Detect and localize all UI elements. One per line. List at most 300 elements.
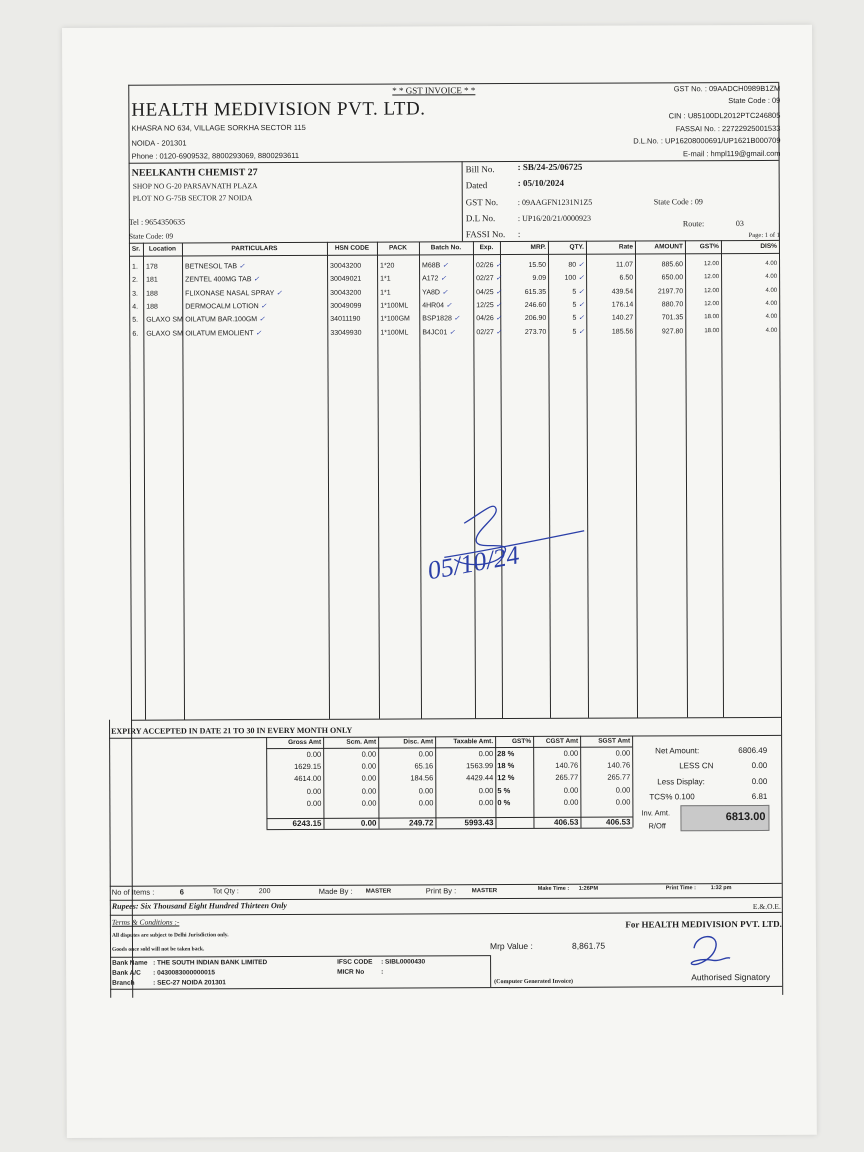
authorised-signatory: Authorised Signatory: [691, 971, 771, 983]
table-cell: [589, 301, 633, 308]
check-mark-icon: ✓: [495, 288, 502, 296]
summary-cell: 12 %: [497, 773, 515, 783]
inv-amt-label: Inv. Amt.: [641, 808, 671, 818]
bank-ac-label: Bank A/C: [112, 969, 141, 977]
buyer-gst-label: GST No.: [465, 197, 499, 208]
company-dl: D.L.No. : UP16208000691/UP1621B000709: [633, 135, 781, 146]
table-cell-value: 30049021: [330, 275, 362, 284]
table-header-bottom: [129, 253, 779, 257]
check-mark-icon: ✓: [578, 275, 585, 283]
table-cell: [688, 328, 719, 334]
table-cell: [688, 301, 719, 307]
summary-cell: 140.76: [555, 760, 579, 771]
table-cell-value: 188: [146, 303, 158, 311]
table-cell-value: ZENTEL 400MG TAB: [185, 276, 252, 284]
bill-no-label: Bill No.: [465, 164, 495, 175]
table-cell: [589, 328, 633, 335]
table-cell: [638, 261, 683, 268]
made-by: MASTER: [365, 888, 392, 895]
make-time-label: Make Time :: [537, 885, 570, 892]
table-cell-value: 4HR04: [422, 302, 445, 310]
summary-cell: 0.00: [361, 774, 377, 784]
summary-cell: 0.00: [361, 798, 377, 808]
table-cell-value: 30049099: [330, 302, 362, 310]
tot-qty-label: Tot Qty :: [212, 888, 239, 896]
column-header: Rate: [618, 243, 633, 251]
table-cell-value: 12.00: [704, 287, 720, 294]
check-mark-icon: ✓: [253, 276, 260, 284]
check-mark-icon: ✓: [441, 288, 448, 296]
table-cell: [688, 314, 719, 320]
table-cell-value: 885.60: [661, 261, 684, 269]
table-cell-value: YA8D: [422, 288, 440, 297]
summary-cell: 265.77: [555, 773, 579, 783]
table-cell-value: 4.: [132, 303, 139, 311]
summary-header: Disc. Amt: [403, 738, 434, 746]
table-cell-value: 9.09: [532, 275, 547, 283]
summary-header: CGST Amt: [545, 737, 579, 745]
table-cell-value: GLAXO SM: [146, 316, 183, 324]
check-mark-icon: ✓: [276, 289, 283, 297]
table-cell: [185, 276, 325, 284]
table-cell: [551, 328, 584, 335]
table-cell: [146, 277, 180, 284]
table-cell-value: 5: [572, 314, 577, 322]
expiry-divider: [109, 735, 781, 739]
table-column-line: [635, 240, 638, 717]
check-mark-icon: ✓: [440, 275, 447, 283]
summary-cell: 184.56: [410, 773, 434, 783]
table-cell-value: 1*20: [380, 262, 395, 270]
check-mark-icon: ✓: [578, 314, 585, 322]
table-cell: [330, 316, 375, 323]
summary-cell: 0 %: [497, 797, 511, 807]
mrp-value-label: Mrp Value :: [489, 940, 533, 952]
handwritten-signature-date: [424, 501, 594, 592]
check-mark-icon: ✓: [578, 301, 585, 309]
table-cell-value: 439.54: [611, 288, 634, 296]
table-cell: [724, 274, 777, 280]
summary-cell: 0.00: [615, 748, 631, 758]
company-gst: GST No. : 09AADCH0989B1ZM: [673, 83, 781, 94]
table-cell: [724, 301, 777, 307]
column-header: QTY.: [569, 243, 584, 251]
table-cell: [185, 316, 325, 324]
table-cell: [422, 329, 471, 336]
print-by: MASTER: [471, 888, 498, 895]
summary-cell: 0.00: [418, 785, 434, 796]
net-amount: 6806.49: [738, 745, 768, 756]
table-cell: [146, 263, 180, 270]
route-value: 03: [735, 219, 744, 229]
table-cell: [476, 301, 502, 310]
table-cell-value: 188: [146, 290, 158, 298]
table-cell-value: 30043200: [330, 289, 362, 297]
less-display: 0.00: [751, 776, 768, 786]
summary-header: Taxable Amt.: [453, 738, 494, 746]
company-address-2: NOIDA - 201301: [131, 138, 187, 148]
check-mark-icon: ✓: [578, 261, 585, 269]
column-header: GST%: [699, 243, 719, 251]
eoe: E.&.O.E.: [752, 901, 781, 911]
summary-cell: 0.00: [478, 749, 494, 759]
company-address-1: KHASRA NO 634, VILLAGE SORKHA SECTOR 115: [131, 122, 306, 133]
table-cell: [132, 277, 141, 284]
table-cell: [380, 316, 417, 323]
micr: :: [381, 968, 384, 976]
table-cell: [503, 315, 546, 322]
company-state-code: State Code : 09: [728, 95, 781, 106]
table-cell-value: 15.50: [528, 261, 547, 269]
check-mark-icon: ✓: [578, 288, 585, 296]
table-cell: [185, 263, 325, 271]
summary-total: 5993.43: [464, 818, 494, 828]
check-mark-icon: ✓: [495, 328, 502, 336]
summary-cell: 0.00: [361, 761, 377, 771]
table-bottom: [131, 717, 781, 721]
table-cell-value: 04/25: [476, 288, 494, 296]
table-cell: [688, 288, 719, 294]
bill-date: : 05/10/2024: [517, 177, 564, 189]
branch: : SEC-27 NOIDA 201301: [153, 979, 226, 987]
table-cell: [185, 303, 325, 311]
table-cell: [688, 261, 719, 267]
invoice-title: * * GST INVOICE * *: [392, 85, 476, 96]
less-cn: 0.00: [751, 760, 768, 770]
invoice-amount: 6813.00: [725, 810, 766, 824]
table-cell-value: 1*100ML: [380, 328, 409, 337]
no-items-label: No of Items :: [111, 887, 155, 897]
summary-cell: 0.00: [563, 797, 579, 807]
table-cell: [589, 262, 633, 269]
table-column-line: [182, 242, 185, 719]
buyer-address-2: PLOT NO G-75B SECTOR 27 NOIDA: [132, 193, 253, 203]
table-cell: [380, 276, 417, 283]
table-cell: [724, 314, 777, 320]
terms-title: Terms & Conditions :-: [111, 917, 180, 927]
table-cell-value: 80: [568, 261, 577, 269]
table-column-line: [327, 242, 330, 719]
table-cell-value: 3.: [132, 290, 139, 298]
column-header: AMOUNT: [654, 243, 683, 251]
bank-name-label: Bank Name: [112, 959, 148, 967]
table-cell-value: 11.07: [616, 261, 634, 269]
table-cell-value: 04/26: [476, 315, 494, 323]
summary-cell: 4429.44: [466, 773, 494, 783]
table-cell: [146, 290, 180, 297]
table-cell-value: 5.: [132, 316, 139, 324]
table-cell: [380, 329, 417, 336]
summary-cell: 0.00: [615, 797, 631, 807]
table-cell-value: 246.60: [524, 301, 547, 309]
table-cell-value: 18.00: [704, 327, 720, 334]
table-cell: [132, 304, 141, 311]
table-cell: [503, 328, 546, 335]
table-column-line: [419, 241, 422, 718]
handwritten-date: 05/10/24: [425, 540, 522, 586]
check-mark-icon: ✓: [495, 275, 502, 283]
table-cell-value: 100: [564, 275, 577, 283]
print-time: 1:32 pm: [710, 885, 732, 892]
table-cell-value: 1*100ML: [380, 302, 409, 310]
table-cell: [422, 315, 471, 322]
check-mark-icon: ✓: [453, 315, 460, 323]
buyer-state-code-right: State Code : 09: [653, 197, 703, 207]
bank-name: : THE SOUTH INDIAN BANK LIMITED: [153, 959, 268, 967]
table-cell-value: 2.: [132, 276, 138, 284]
table-cell-value: 206.90: [524, 315, 547, 323]
table-cell: [476, 262, 502, 270]
summary-cell: 5 %: [497, 785, 511, 795]
terms-line-2: Goods once sold will not be taken back.: [112, 946, 205, 953]
table-cell-value: 1*100GM: [380, 315, 410, 323]
table-cell: [724, 261, 777, 267]
check-mark-icon: ✓: [255, 329, 262, 337]
expiry-note: EXPIRY ACCEPTED IN DATE 21 TO 30 IN EVERY MONTH ONLY: [111, 725, 353, 736]
table-column-line: [500, 241, 503, 718]
table-cell: [589, 315, 633, 322]
table-cell-value: 02/27: [476, 328, 494, 336]
table-cell: [422, 276, 471, 283]
table-cell: [476, 315, 502, 323]
table-cell-value: 4.00: [765, 287, 778, 294]
table-cell-value: 18.00: [704, 314, 720, 321]
summary-cell: 0.00: [418, 749, 434, 759]
buyer-tel: Tel : 9654350635: [128, 217, 186, 227]
table-column-line: [548, 241, 551, 718]
table-cell-value: BETNESOL TAB: [185, 263, 238, 271]
column-header: DIS%: [760, 242, 777, 250]
summary-cell: 265.77: [607, 772, 631, 783]
print-time-label: Print Time :: [665, 885, 696, 892]
table-cell: [132, 330, 141, 337]
table-cell-value: 12.00: [704, 274, 720, 281]
table-column-line: [685, 240, 688, 717]
page-number: Page: 1 of 1: [748, 231, 780, 240]
terms-line-1: All disputes are subject to Delhi Jurisdiction only.: [111, 932, 229, 939]
table-cell: [146, 329, 183, 338]
summary-header: Gross Amt: [288, 738, 322, 747]
summary-total: 249.72: [408, 818, 434, 828]
column-header: Batch No.: [430, 244, 462, 252]
table-cell-value: 1.: [132, 263, 138, 271]
table-cell: [132, 264, 141, 271]
summary-cell: 0.00: [418, 798, 434, 808]
table-cell-value: 615.35: [524, 288, 547, 296]
table-cell-value: 5: [572, 288, 577, 296]
table-cell-value: 02/27: [476, 275, 494, 283]
bill-no: : SB/24-25/06725: [517, 161, 583, 173]
buyer-bill-divider: [462, 161, 463, 241]
table-cell: [551, 315, 584, 322]
buyer-state-code: State Code: 09: [128, 231, 174, 241]
table-cell-value: OILATUM EMOLIENT: [185, 329, 254, 337]
table-cell-value: DERMOCALM LOTION: [185, 303, 259, 311]
table-cell: [503, 262, 546, 269]
table-cell: [551, 262, 584, 269]
table-cell-value: 927.80: [661, 327, 684, 335]
ifsc-label: IFSC CODE: [337, 958, 373, 966]
summary-cell: 0.00: [478, 785, 494, 795]
table-cell: [638, 288, 683, 295]
table-cell-value: OILATUM BAR.100GM: [185, 316, 258, 324]
print-by-label: Print By :: [425, 886, 457, 896]
bank-ac: : 0430083000000015: [153, 969, 215, 977]
table-cell-value: 30043200: [330, 262, 362, 270]
table-cell: [330, 263, 375, 270]
for-company: For HEALTH MEDIVISION PVT. LTD.: [625, 918, 782, 930]
table-cell: [551, 275, 584, 282]
table-cell-value: 1*1: [380, 289, 391, 297]
summary-total: 406.53: [553, 817, 579, 827]
table-cell: [688, 274, 719, 280]
summary-cell: 65.16: [414, 761, 434, 771]
table-cell-value: 34011190: [330, 315, 361, 324]
summary-header: SGST Amt: [598, 737, 631, 745]
fassi-label: FASSI No.: [465, 229, 506, 240]
summary-header: Scm. Amt: [346, 738, 377, 746]
buyer-dl-label: D.L No.: [465, 213, 496, 224]
company-email: E-mail : hmpl119@gmail.com: [683, 148, 781, 159]
made-by-label: Made By :: [318, 886, 353, 896]
table-cell: [551, 302, 584, 309]
less-display-label: Less Display:: [657, 777, 705, 787]
table-cell: [380, 302, 417, 309]
check-mark-icon: ✓: [260, 303, 267, 311]
table-cell-value: 12.00: [704, 301, 720, 308]
table-cell: [589, 275, 633, 282]
summary-header: GST%: [511, 737, 532, 746]
table-cell: [380, 262, 417, 269]
summary-total: 0.00: [360, 818, 377, 828]
table-cell-value: 5: [572, 301, 577, 309]
tot-qty: 200: [258, 888, 271, 896]
buyer-address-1: SHOP NO G-20 PARSAVNATH PLAZA: [132, 181, 258, 191]
table-cell: [503, 288, 546, 295]
table-column-line: [143, 243, 146, 720]
column-header: HSN CODE: [334, 244, 370, 252]
summary-total: 406.53: [605, 817, 631, 827]
table-cell: [476, 275, 502, 283]
column-header: PACK: [388, 244, 407, 252]
dated-label: Dated: [465, 180, 488, 191]
mrp-value: 8,861.75: [571, 940, 606, 951]
table-cell: [330, 329, 375, 336]
footer-divider-2: [110, 897, 782, 901]
table-cell-value: 178: [146, 263, 158, 271]
table-cell-value: 4.00: [765, 260, 778, 267]
check-mark-icon: ✓: [495, 315, 502, 323]
table-column-line: [377, 242, 380, 719]
table-cell: [638, 275, 683, 282]
table-cell: [330, 303, 375, 310]
summary-cell: 0.00: [361, 786, 377, 796]
bank-divider-top: [110, 955, 490, 958]
table-cell-value: 5: [572, 328, 577, 336]
check-mark-icon: ✓: [445, 302, 452, 310]
invoice-paper: [62, 25, 817, 1138]
summary-cell: 0.00: [306, 798, 322, 808]
company-name: HEALTH MEDIVISION PVT. LTD.: [131, 98, 426, 121]
table-column-line: [721, 240, 724, 717]
table-cell-value: 12/25: [476, 302, 494, 310]
amount-in-words: Rupees: Six Thousand Eight Hundred Thirteen Only: [111, 901, 288, 911]
check-mark-icon: ✓: [239, 263, 245, 271]
micr-label: MICR No: [337, 968, 365, 976]
buyer-gst: : 09AAGFN1231N1Z5: [517, 197, 593, 208]
table-cell: [724, 287, 777, 293]
table-cell: [638, 314, 683, 321]
table-cell-value: 1*1: [380, 275, 391, 283]
check-mark-icon: ✓: [495, 262, 502, 270]
summary-total: 6243.15: [292, 818, 322, 829]
table-cell: [330, 289, 375, 296]
table-cell-value: 273.70: [524, 328, 547, 336]
table-cell-value: M68B: [422, 262, 441, 270]
table-cell-value: BSP1828: [422, 315, 452, 323]
table-cell: [724, 327, 777, 333]
table-cell: [638, 328, 683, 335]
table-cell: [589, 288, 633, 295]
authorised-signature: [678, 930, 738, 970]
tcs-label: TCS% 0.100: [649, 792, 695, 802]
table-cell: [476, 288, 502, 296]
summary-cell: 0.00: [563, 748, 579, 758]
column-header: MRP.: [530, 243, 546, 251]
table-cell: [422, 302, 471, 309]
table-cell: [551, 288, 584, 295]
table-cell-value: 4.00: [765, 300, 778, 307]
table-cell: [422, 289, 471, 296]
table-cell-value: 6.50: [619, 274, 634, 282]
check-mark-icon: ✓: [442, 262, 449, 270]
summary-cell: 0.00: [563, 785, 579, 795]
column-header: PARTICULARS: [231, 245, 278, 253]
table-cell-value: 4.00: [765, 274, 778, 281]
table-cell-value: 02/26: [476, 262, 494, 270]
table-cell-value: B4JC01: [422, 328, 448, 336]
table-column-line: [586, 241, 589, 718]
summary-cell: 0.00: [306, 749, 322, 759]
table-cell-value: 6.: [132, 330, 139, 338]
table-cell-value: A172: [422, 275, 439, 283]
summary-cell: 0.00: [478, 797, 494, 807]
check-mark-icon: ✓: [495, 301, 502, 310]
frame-right: [778, 82, 783, 995]
table-cell-value: 4.00: [765, 327, 778, 334]
column-header: Exp.: [479, 244, 494, 252]
table-cell: [476, 328, 502, 336]
route-label: Route:: [682, 219, 705, 229]
summary-cell: 4614.00: [294, 774, 322, 784]
summary-cell: 18 %: [497, 761, 515, 771]
computer-generated-note: (Computer Generated Invoice): [494, 978, 574, 986]
summary-column-line: [632, 736, 633, 828]
table-cell-value: 181: [146, 276, 158, 284]
column-header: Sr.: [131, 245, 141, 253]
table-cell-value: 12.00: [704, 261, 720, 268]
summary-cell: 1629.15: [294, 762, 322, 772]
table-cell: [422, 262, 471, 269]
bank-divider-right: [490, 955, 491, 987]
table-cell-value: FLIXONASE NASAL SPRAY: [185, 289, 275, 298]
table-column-line: [473, 241, 476, 718]
summary-row-line: [266, 828, 632, 831]
table-cell-value: 140.27: [611, 314, 634, 322]
no-items: 6: [179, 887, 184, 897]
fassi-value: :: [517, 229, 521, 240]
table-cell: [185, 329, 325, 337]
